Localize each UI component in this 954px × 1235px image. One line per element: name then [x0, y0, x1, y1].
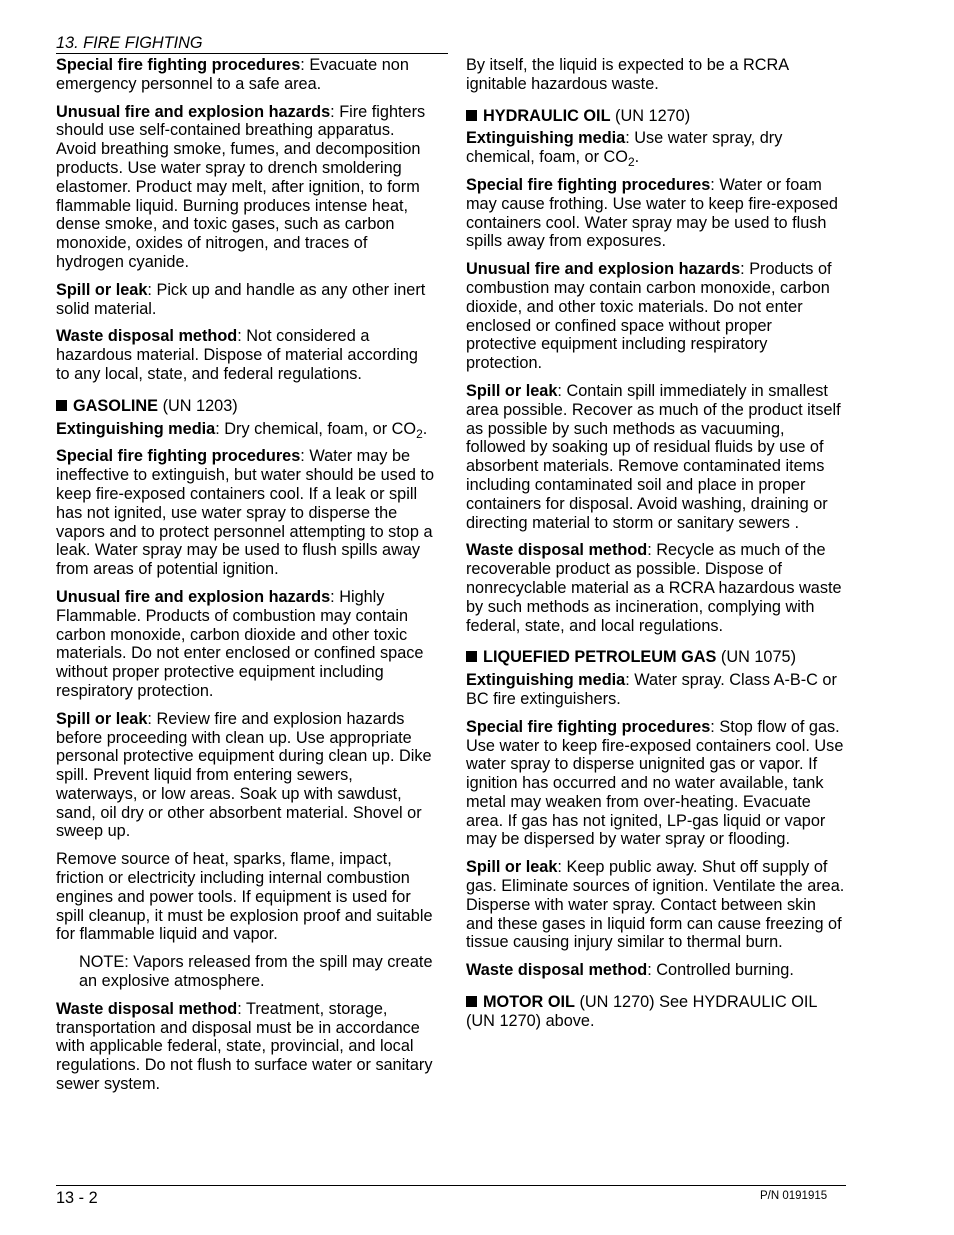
- label: Unusual fire and explosion hazards: [56, 587, 331, 606]
- text: : Products of combustion may contain carbon monoxide, carbon dioxide, and other toxic materials. Do not enter enclosed or confined space without proper protective equipment including respiratory protection.: [466, 260, 832, 373]
- text: : Treatment, storage, transportation and disposal must be in accordance with applicable federal, state, provincial, and local regulations. Do not flush to surface water or sanitary sewer system.: [56, 999, 433, 1094]
- heading-name: GASOLINE: [73, 396, 159, 415]
- square-bullet-icon: [56, 400, 67, 411]
- part-number: P/N 0191915: [760, 1190, 828, 1202]
- label: Unusual fire and explosion hazards: [56, 102, 331, 121]
- label: Extinguishing media: [56, 419, 216, 438]
- text: : Review fire and explosion hazards before proceeding with clean up. Use appropriate personal protective equipment during clean up. Dike spill. Prevent liquid from entering sewers, waterways, or low areas. Soak up with sawdust, sand, oil dry or other absorbent material. Shovel or sweep up.: [56, 709, 432, 841]
- text-end: .: [422, 419, 428, 438]
- paragraph-special-procedures: [56, 56, 436, 94]
- heading-name: LIQUEFIED PETROLEUM GAS: [483, 648, 717, 667]
- gasoline-extinguishing: [56, 420, 436, 439]
- gasoline-note: NOTE: Vapors released from the spill may create an explosive atmosphere.: [79, 953, 433, 991]
- text: : Water or foam may cause frothing. Use water to keep fire-exposed containers cool. Water spray may be used to flush spills away from exposures.: [466, 175, 838, 251]
- text: : Use water spray, dry chemical, foam, or CO: [466, 129, 783, 167]
- gasoline-waste-disposal: [56, 1000, 436, 1094]
- square-bullet-icon: [466, 110, 477, 121]
- text: : Evacuate non emergency personnel to a safe area.: [56, 56, 409, 93]
- text: : Water may be ineffective to extinguish, but water should be used to keep fire-exposed containers cool. If a leak or spill has not ignited, use water spray to disperse the vapors and to protect personnel attempting to stop a leak. Water spray may be used to flush spills away from areas of potential ignition.: [56, 447, 435, 579]
- text: : Contain spill immediately in smallest area possible. Recover as much of the product itself as possible by such methods as vacuuming, followed by soaking up of residual fluids by use of absorbent materials. Remove contaminated items including contaminated soil and place in proper containers for disposal. Avoid washing, draining or directing material to storm or sanitary sewers .: [466, 381, 841, 532]
- label: Spill or leak: [56, 709, 148, 728]
- lpg-special-procedures: [466, 718, 846, 850]
- left-column: [56, 56, 436, 1103]
- label: Extinguishing media: [466, 129, 626, 148]
- gasoline-heading: [56, 397, 436, 416]
- heading-un: (UN 1270): [574, 993, 655, 1012]
- footer-rule: [56, 1185, 846, 1186]
- text: : Controlled burning.: [647, 961, 794, 980]
- motor-oil-heading: [466, 993, 846, 1031]
- hydraulic-spill-leak: [466, 382, 846, 532]
- heading-un: (UN 1270): [610, 106, 691, 125]
- text: : Stop flow of gas. Use water to keep fire-exposed containers cool. Use water spray to disperse unignited gas or vapor. If ignition has occurred and no water available, tank metal may weaken from over-heating. Evacuate area. If gas has not ignited, LP-gas liquid or vapor may be dispersed by water spray or flooding.: [466, 717, 844, 849]
- hydraulic-unusual-hazards: [466, 260, 846, 373]
- hydraulic-waste-disposal: [466, 541, 846, 635]
- paragraph-unusual-hazards: [56, 103, 436, 272]
- section-header: 13. FIRE FIGHTING: [56, 34, 448, 54]
- gasoline-special-procedures: [56, 447, 436, 579]
- text: : Recycle as much of the recoverable product as possible. Dispose of nonrecyclable material as a RCRA hazardous waste by such methods as incineration, complying with federal, state, and local regulations.: [466, 541, 842, 635]
- square-bullet-icon: [466, 651, 477, 662]
- hydraulic-special-procedures: [466, 176, 846, 251]
- text: : Not considered a hazardous material. Dispose of material according to any local, state, and federal regulations.: [56, 327, 418, 383]
- gasoline-remove-source: Remove source of heat, sparks, flame, impact, friction or electricity including internal combustion engines and power tools. If equipment is used for spill cleanup, it must be explosion proof and suitable for flammable liquid and vapor.: [56, 850, 433, 944]
- heading-name: MOTOR OIL: [483, 993, 575, 1012]
- subscript: 2: [627, 155, 635, 170]
- label: Spill or leak: [466, 858, 558, 877]
- text: : Pick up and handle as any other inert solid material.: [56, 280, 426, 318]
- gasoline-unusual-hazards: [56, 588, 436, 701]
- label: Waste disposal method: [56, 999, 238, 1018]
- text: : Fire fighters should use self-contained breathing apparatus. Avoid breathing smoke, fumes, and decomposition products. Use water spray to drench smoldering elastomer. Product may melt, after ignition, to form flammable liquid. Burning produces intense heat, dense smoke, and toxic gases, such as carbon monoxide, oxides of nitrogen, and traces of hydrogen cyanide.: [56, 102, 426, 271]
- heading-rest: See HYDRAULIC OIL (UN 1270) above.: [466, 993, 817, 1030]
- hydraulic-oil-heading: [466, 107, 846, 126]
- label: Special fire fighting procedures: [466, 175, 711, 194]
- label: Special fire fighting procedures: [56, 56, 301, 74]
- label: Spill or leak: [466, 381, 558, 400]
- lpg-extinguishing: [466, 671, 846, 709]
- text: : Dry chemical, foam, or CO: [215, 419, 417, 438]
- lpg-waste-disposal: [466, 961, 846, 980]
- gasoline-spill-leak: [56, 710, 436, 842]
- label: Extinguishing media: [466, 671, 626, 690]
- paragraph-waste-disposal: [56, 327, 436, 383]
- right-column: [466, 56, 846, 1035]
- text-end: .: [634, 148, 640, 167]
- heading-name: HYDRAULIC OIL: [483, 106, 611, 125]
- heading-un: (UN 1203): [158, 396, 238, 415]
- text: : Keep public away. Shut off supply of gas. Eliminate sources of ignition. Ventilate the area. Disperse with water spray. Contact between skin and these gases in liquid form can cause freezing of tissue causing injury similar to thermal burn.: [466, 858, 845, 952]
- label: Spill or leak: [56, 280, 148, 299]
- page-number: 13 - 2: [56, 1189, 98, 1207]
- lpg-heading: [466, 648, 846, 667]
- label: Special fire fighting procedures: [56, 447, 301, 466]
- label: Waste disposal method: [466, 541, 648, 560]
- lpg-spill-leak: [466, 858, 846, 952]
- text: : Highly Flammable. Products of combustion may contain carbon monoxide, carbon dioxide and other toxic materials. Do not enter enclosed or confined space without proper protective equipment including respiratory protection.: [56, 587, 424, 700]
- label: Waste disposal method: [56, 327, 238, 346]
- text: : Water spray. Class A-B-C or BC fire extinguishers.: [466, 671, 837, 708]
- label: Unusual fire and explosion hazards: [466, 260, 741, 279]
- paragraph-spill-leak: [56, 281, 436, 319]
- heading-un: (UN 1075): [716, 648, 797, 667]
- rcra-intro: By itself, the liquid is expected to be a RCRA ignitable hazardous waste.: [466, 56, 789, 93]
- label: Special fire fighting procedures: [466, 717, 711, 736]
- subscript: 2: [416, 426, 423, 441]
- square-bullet-icon: [466, 996, 477, 1007]
- hydraulic-extinguishing: [466, 129, 846, 170]
- label: Waste disposal method: [466, 961, 648, 980]
